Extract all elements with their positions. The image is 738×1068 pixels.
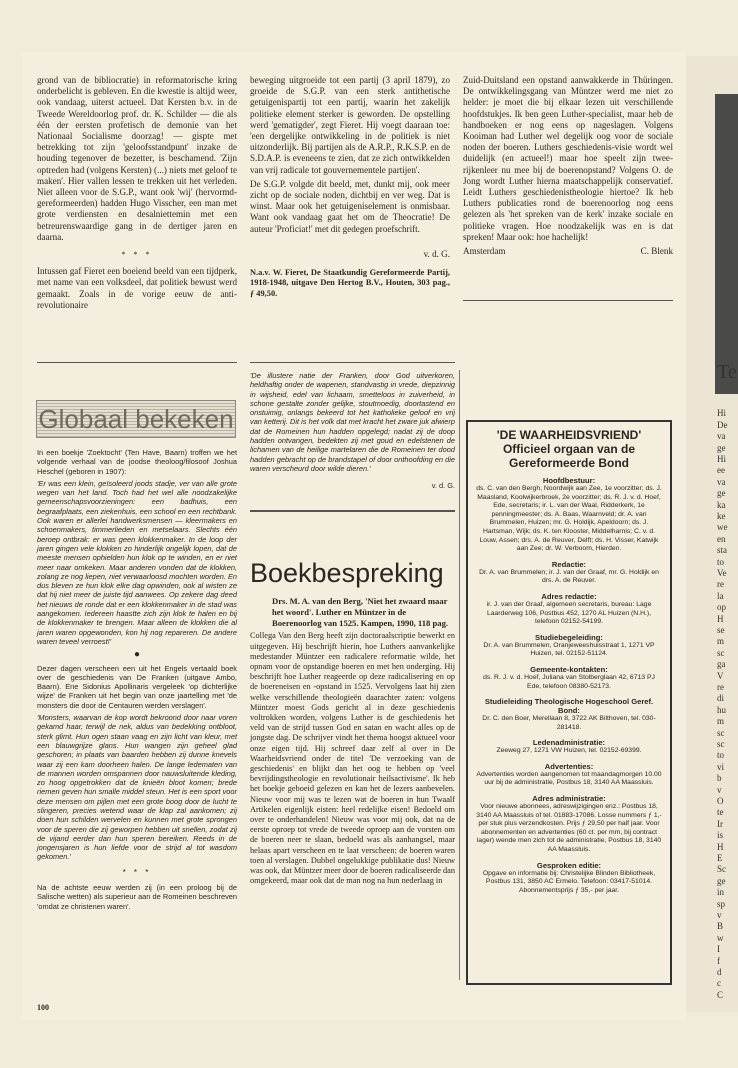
colophon-sections — [476, 476, 662, 895]
globaal-ending: Na de achtste eeuw werden zij (in een proloog bij de Salische wetten) als superieur aan de Romeinen beschreven 'omdat ze christenen waren'. — [37, 883, 237, 911]
divider-right — [463, 300, 673, 301]
signature-place: Amsterdam — [463, 246, 506, 257]
colophon-section-text: ds. C. van den Bergh, Noordwijk aan Zee, 1e voorzitter; ds. J. Maasland, Koolwijkerbroek, 2e voorzitter; ds. R. J. v. d. Hoef, Ede, secretaris; ir. L. van der Waal, Ridderkerk, 1e penningmeester; ds. A. Baas, Waarnveld; dr. A. van Brummelen, Huizen; mr. G. Holdijk, Apeldoorn; ds. J. Hartsman, Wijk; ds. K. ten Klooster, Middelharnis; C. v. d. Louw, Assen; drs. A. de Reuver, Delft; ds. H. Visser, Katwijk aan Zee; dr. W. Verboom, Hierden. — [476, 485, 662, 553]
adjacent-text-fragment: H — [717, 841, 724, 852]
adjacent-text-fragment: in — [717, 887, 725, 898]
divider-middle — [250, 362, 455, 363]
adjacent-text-fragment: op — [717, 602, 726, 613]
globaal-story: 'Er was een klein, geïsoleerd joods stadje, ver van alle grote wegen van het land. Toch had het wel alle noodzakelijke gemeenschapsvoorzieningen: een badhuis, een begraafplaats, een ziekenhuis, een school en een rechtbank. Ook waren er allerlei handwerksmensen — kleermakers en schoenmakers, timmerlieden en metselaars. Slechts één beroep ontbrak: er was geen klokkenmaker. In de loop der jaren gingen vele klokken zo hinderlijk ongelijk lopen, dat de meeste mensen ophielden hun klok op te winden, en er niet meer naar omkeken. Maar anderen vonden dat de klokken, zolang ze nog liepen, niet verwaarloosd mochten worden. En dus bleven ze hun klok elke dag opwinden, ook al wisten ze dat hij niet meer de juiste tijd aanwees. Op zekere dag deed het nieuws de ronde dat er een klokkenmaker in de stad was aangekomen. Iedereen haastte zich zijn klok te halen en bij de klokkenmaker te brengen. Maar alleen de klokken die al jaren waren opgewonden, kon hij nog repareren. De andere waren teveel verroest!' — [37, 478, 237, 646]
colophon-section-heading: Studiebegeleiding: — [535, 632, 603, 642]
adjacent-text-fragment: m — [717, 636, 725, 647]
colophon-section-heading: Gesproken editie: — [536, 860, 602, 870]
adjacent-text-fragment: va — [717, 476, 726, 487]
adjacent-text-fragment: C — [717, 989, 724, 1000]
boekbespreking-text: Collega Van den Berg heeft zijn doctoraalscriptie bewerkt en uitgegeven. Hij beschrijft hierin, hoe Luthers aanvankelijke medestander Müntzer een radicalere reformatie wilde, het opnam voor de opstandige boeren en met hen ondergíng. Hij beschrijft hoe Luther reageerde op deze radicalisering en op de boereneisen en -opstand in 1525. Vervolgens laat hij zien welke verschillende theologieën daarachter zaten: volgens Müntzer moest Gods gericht al in deze geschiedenis voltrokken worden, volgens Luther is de geschiedenis het veld van de strijd tussen God en satan en wacht alles op de jongste dag. De schrijver vindt het thema hoogst aktueel voor onze eigen tijd. Hij schreef daar zelf al over in De Waarheidsvriend onder de titel 'De verzoeking van de geschiedenis' en blijkt dan het oog te hebben op 'veel bevrijdingstheologie en revolutionair heilsactivisme'. Ik heb het boekje geboeid gelezen en kan het de lezers aanbevelen. Nieuw voor mij was te lezen wat de boeren in hun Twaalf Artikelen eigenlijk eisten: heel redelijke eisen! Bedoeld om over te onderhandelen! Nieuw was voor mij ook, dat na de eerste oproep tot vrede de tweede oproep aan de vorsten om de boeren neer te slaan, bedoeld was als aanhangsel, maar helaas apart verscheen en te laat verscheen: de boeren waren toen al verslagen. Dubbel ongelukkige publikatie dus! Nieuw was ook, dat Müntzer meer door de boeren radicaliseerde dan omgekeerd, maar ook dat de man nog na hun nederlaag in — [250, 631, 455, 886]
bullet-separator: ● — [133, 649, 141, 661]
adjacent-text-fragment: d — [717, 967, 722, 977]
colophon-section-heading: Adres redactie: — [541, 591, 597, 601]
franken-quote: 'De illustere natie der Franken, door God uitverkoren, heldhaftig onder de wapenen, standvastig in vrede, diepzinnig in wijsheid, edel van lichaam, smetteloos in zuiverheid, in schone gestalte zonder gelijke, stoutmoedig, doortastend en onstuimig, onlangs bekeerd tot het katholieke geloof en vrij van ketterij. Dit is het volk dat met kracht het zware juk afwierp dat de Romeinen hun hadden opgelegd; nadat zij de doop hadden ontvangen, bedekten zij met goud en edelstenen de lichamen van de heilige martelaren die de Romeinen ter dood hadden gebracht op de brandstapel of door onthoofding en die waren verscheurd door wilde dieren.' — [250, 371, 455, 473]
adjacent-text-fragment: ge — [717, 442, 726, 453]
adjacent-text-fragment: O — [717, 796, 724, 806]
adjacent-text-fragment: Ir — [717, 818, 723, 829]
adjacent-text-fragment: v — [717, 784, 722, 795]
adjacent-text-fragment: di — [717, 693, 725, 704]
globaal-quote: 'Monsters, waarvan de kop wordt bekroond door naar voren gekamd haar, terwijl de nek, aldus van bedekking ontbloot, sterk glimt. Hun ogen staan vaag en zijn licht van kleur, met een blauwgrijze glans. Hun wangen zijn geheel glad geschoren; in plaats van baarden hebben zij dunne knevels waar zij een kam doorheen halen. De lange ledematen van de mannen worden omspannen door nauwsluitende kleding, zo hoog opgetrokken dat de knieën bloot komen; brede riemen geven hun smalle middel steun. Het is een sport voor deze mensen om pijlen met een grote boog door de lucht te slingeren, precies wetend waar de klap zal aankomen; zij doen hun schilden wervelen en kunnen met grote sprongen voor de speren die zij geworpen hebben uit snellen, zodat zij de vijand eerder dan hun speren bereiken. Reeds in de jongensjaren is hun liefde voor de strijd al tot wasdom gekomen.' — [37, 713, 237, 862]
franken-quote-block — [250, 371, 455, 494]
colophon-section-heading: Adres administratie: — [532, 794, 606, 804]
adjacent-text-fragment: w — [717, 932, 724, 943]
colophon-section-text: Dr. A. van Brummelen, Oranjeweeshuisstraat 1, 1271 VP Huizen, tel. 02152-51124. — [483, 641, 655, 658]
adjacent-text-fragment: V — [717, 670, 724, 681]
colophon-section-heading: Redactie: — [551, 559, 587, 569]
adjacent-text-fragment: va — [717, 431, 726, 442]
adjacent-text-fragment: ka — [717, 499, 726, 510]
boekbespreking-reference: Drs. M. A. van den Berg, 'Niet het zwaard maar het woord'. Luther en Müntzer in de Boerenoorlog van 1525. Kampen, 1990, 118 pag. — [272, 596, 449, 628]
adjacent-text-fragment: sp — [717, 898, 726, 909]
adjacent-text-fragment: ga — [717, 659, 726, 670]
adjacent-text-fragment: Hi — [717, 454, 726, 464]
adjacent-text-fragment: to — [717, 750, 725, 761]
boekbespreking-column — [250, 596, 455, 889]
colophon-section-text: Dr. C. den Boer, Merellaan 8, 3722 AK Bilthoven, tel. 030-281418. — [482, 715, 656, 731]
globaal-paragraph-2: Dezer dagen verscheen een uit het Engels vertaald boek over de geschiedenis van De Franken (uitgave Ambo, Baarn). Ene Sidonius Apollinaris vergeleek 'op dichterlijke wijze' de Franken uit het begin van onze jaartelling met 'de monsters die door de Centauren werden verslagen'. — [37, 663, 237, 710]
colophon-section-text: Opgave en informatie bij: Christelijke Blinden Bibliotheek, Postbus 131, 3850 AC Ermelo. Telefoon: 03417-51014. Abonnementsprijs ƒ 35,- per jaar. — [482, 869, 656, 894]
colophon-title: 'DE WAARHEIDSVRIEND' — [496, 428, 642, 442]
colophon-section-text: Voor nieuwe abonnees, adreswijzigingen enz.: Postbus 18, 3140 AA Maassluis of tel. 01883-17086. Losse nummers ƒ 1,- per stuk plus verzendkosten. Prijs ƒ 29,50 per half jaar. Voor abonnementen en advertenties (60 ct. per mm, bij contract lager) wende men zich tot de administratie, Postbus 18, 3140 AA Maassluis. — [476, 803, 662, 854]
colophon-subtitle: Officieel orgaan van de Gereformeerde Bond — [502, 442, 636, 470]
colophon-section-heading: Advertenties: — [544, 761, 594, 771]
right-column-top — [463, 75, 673, 257]
column-divider-vertical — [459, 370, 460, 980]
colophon-section-heading: Ledenadministratie: — [532, 738, 606, 748]
left-intro-paragraph: Intussen gaf Fieret een boeiend beeld van een tijdperk, met name van een volksdeel, dat politiek bewust werd gemaakt. Zoals in de vorige eeuw de anti-revolutionaire — [37, 266, 237, 310]
colophon-section-heading: Hoofdbestuur: — [542, 476, 596, 485]
adjacent-text-fragment: re — [717, 579, 724, 590]
adjacent-text-fragment: se — [717, 625, 725, 635]
adjacent-text-fragment: ge — [717, 488, 726, 499]
middle-column-top — [250, 75, 450, 302]
adjacent-text-fragment: De — [717, 419, 728, 430]
colophon-section-text: Zeeweg 27, 1271 VW Huizen, tel. 02152-69399. — [496, 747, 642, 755]
adjacent-text-fragment: f — [717, 955, 720, 966]
left-top-paragraph: grond van de bibliocratie) in reformatorische kring onderbelicht is gebleven. En die kwestie is altijd weer, ook vandaag, uiterst actueel. Dat Kersten b.v. in de Tweede Wereldoorlog prof. dr. K. Schilder — die als één der eersten profetisch de demonie van het Nationaal Socialisme doorzag! — gispte met betrekking tot zijn 'geloofsstandpunt' inzake de houding tegenover de bezetter, is beschamend. 'Zijn optreden had (volgens Kersten) (...) niets met geloof te maken'. Hier vallen lessen te trekken uit het verleden. Niet alleen voor de S.G.P., want ook 'wij' (hervormd-gereformeerden) hadden Hugo Visscher, een man met grote verdiensten en desalniettemin met een betreurenswaardige gang in de dertiger jaren en daarna. — [37, 75, 237, 242]
globaal-bekeken-heading: Globaal bekeken — [36, 400, 236, 438]
adjacent-text-fragment: sc — [717, 647, 725, 658]
adjacent-text-fragment: m — [717, 716, 725, 727]
colophon-section-text: Dr. A. van Brummelen; ir. J. van der Graaf, mr. G. Holdijk en drs. A. de Reuver. — [479, 568, 659, 585]
colophon-section-text: ds. R. J. v. d. Hoef, Juliana van Stolberglaan 42, 6713 PJ Ede, telefoon 08380-52173. — [483, 673, 655, 690]
colophon-section-text: Advertenties worden aangenomen tot maandagmorgen 10.00 uur bij de administratie, Postbus 18, 3140 AA Maassluis. — [476, 770, 662, 787]
left-column-top — [37, 75, 237, 314]
adjacent-text-fragment: Sc — [717, 864, 726, 875]
boekbespreking-heading: Boekbespreking — [250, 558, 444, 588]
adjacent-text-fragment: ke — [717, 511, 726, 521]
middle-top-paragraph-2: De S.G.P. volgde dit beeld, met, dunkt mij, ook meer zicht op de sociale noden, dichtbij en ver weg. Dat is winst. Maar ook het getuigeniselement is onmisbaar. Want ook vandaag gaat het om de Theocratie! De auteur 'Proficiat!' met dit gedegen proefschrift. — [250, 178, 450, 234]
colophon-section-heading: Gemeente-kontakten: — [530, 664, 608, 674]
middle-top-paragraph: beweging uitgroeide tot een partij (3 april 1879), zo groeide de S.G.P. van een sterk antithetische getuigenispartij tot een partij, waarin het zakelijk politieke element sterker is geworden. De opstelling werd 'gematigder', zegt Fieret. Hij voegt daaraan toe: 'een dergelijke ontwikkeling in de politiek is niet uitzonderlijk. Bij partijen als de A.R.P., R.K.S.P. en de S.D.A.P. is eveneens te zien, dat ze zich ontwikkelden van vrij radicale tot gouvernementele partijen'. — [250, 75, 450, 175]
right-signature-line — [463, 246, 673, 257]
adjacent-text-fragment: sc — [717, 739, 725, 749]
divider-boekbespreking — [250, 510, 455, 512]
globaal-dots: * * * — [122, 867, 152, 877]
adjacent-text-fragment: te — [717, 807, 724, 818]
adjacent-text-fragment: vi — [717, 761, 725, 772]
adjacent-text-fragment: v — [717, 910, 722, 920]
adjacent-text-fragment: Ve — [717, 568, 727, 578]
colophon-section-heading: Studieleiding Theologische Hogeschool Geref. Bond: — [484, 697, 654, 716]
adjacent-text-fragment: to — [717, 556, 725, 567]
adjacent-text-fragment: ee — [717, 465, 725, 476]
adjacent-text-fragment: ge — [717, 875, 726, 886]
right-top-paragraph: Zuid-Duitsland een opstand aanwakkerde in Thüringen. De ontwikkelingsgang van Müntzer werd me niet zo helder: je moet die bij elkaar lezen uit verschillende hoofdstukjes. Ik ben geen Luther-specialist, maar heb de handboeken er nog eens op nageslagen. Volgens Kooiman had Luther wel degelijk oog voor de sociale noden der boeren. Luthers geschiedenis-visie wordt wel duidelijk (en actueel!) maar hoe speelt zijn twee-rijkenleer nu mee bij de boerenopstand? Volgens O. de Jong wordt Luther hierna maatschappelijk conservatief. Leidt Luthers geschiedenistheologie hiertoe? Ik heb Luthers publicaties rond de boerenoorlog nog eens gelezen als 'het spreken van de kerk' inzake sociale en politieke vragen. Hoe noodzakelijk was en is dat spreken! Maar ook: hoe hachelijk! — [463, 75, 673, 242]
colophon-box — [466, 420, 672, 985]
adjacent-text-fragment: Hi — [717, 408, 726, 419]
review-signature: v. d. G. — [423, 248, 450, 259]
adjacent-text-fragment: we — [717, 522, 728, 533]
signature-author: C. Blenk — [640, 246, 673, 257]
section-dots: * * * — [121, 250, 153, 260]
adjacent-text-fragment: I — [717, 944, 720, 955]
book-reference: N.a.v. W. Fieret, De Staatkundig Gereformeerde Partij, 1918-1948, uitgave Den Hertog B.V., Houten, 303 pag., ƒ 49,50. — [250, 268, 450, 298]
adjacent-text-fragment: hu — [717, 704, 726, 715]
adjacent-text-fragment: en — [717, 533, 726, 544]
adjacent-text-fragment: sc — [717, 727, 725, 738]
divider-left — [37, 362, 237, 363]
adjacent-text-fragment: la — [717, 590, 724, 601]
adjacent-page-photo — [715, 94, 738, 394]
page-number: 100 — [37, 1003, 49, 1012]
adjacent-text-fragment: is — [717, 830, 724, 841]
adjacent-text-fragment: c — [717, 978, 721, 989]
adjacent-text-fragment: Te — [717, 361, 737, 383]
globaal-intro: In een boekje 'Zoektocht' (Ten Have, Baarn) troffen we het volgende verhaal van de joodse theoloog/filosoof Joshua Heschel (geboren in 1907): — [37, 448, 237, 476]
franken-quote-signature: v. d. G. — [431, 481, 455, 491]
adjacent-text-fragment: E — [717, 853, 723, 863]
colophon-section-text: ir. J. van der Graaf, algemeen secretaris, bureau: Lage Laarderweg 106, Postbus 452, 1270 AL Huizen (N.H.), telefoon 02152-54199. — [486, 600, 652, 626]
adjacent-text-fragment: H — [717, 613, 724, 624]
adjacent-text-fragment: re — [717, 682, 724, 692]
adjacent-text-fragment: sta — [717, 545, 727, 556]
adjacent-text-fragment: B — [717, 921, 724, 932]
globaal-column — [37, 448, 237, 914]
adjacent-text-fragment: b — [717, 773, 722, 784]
